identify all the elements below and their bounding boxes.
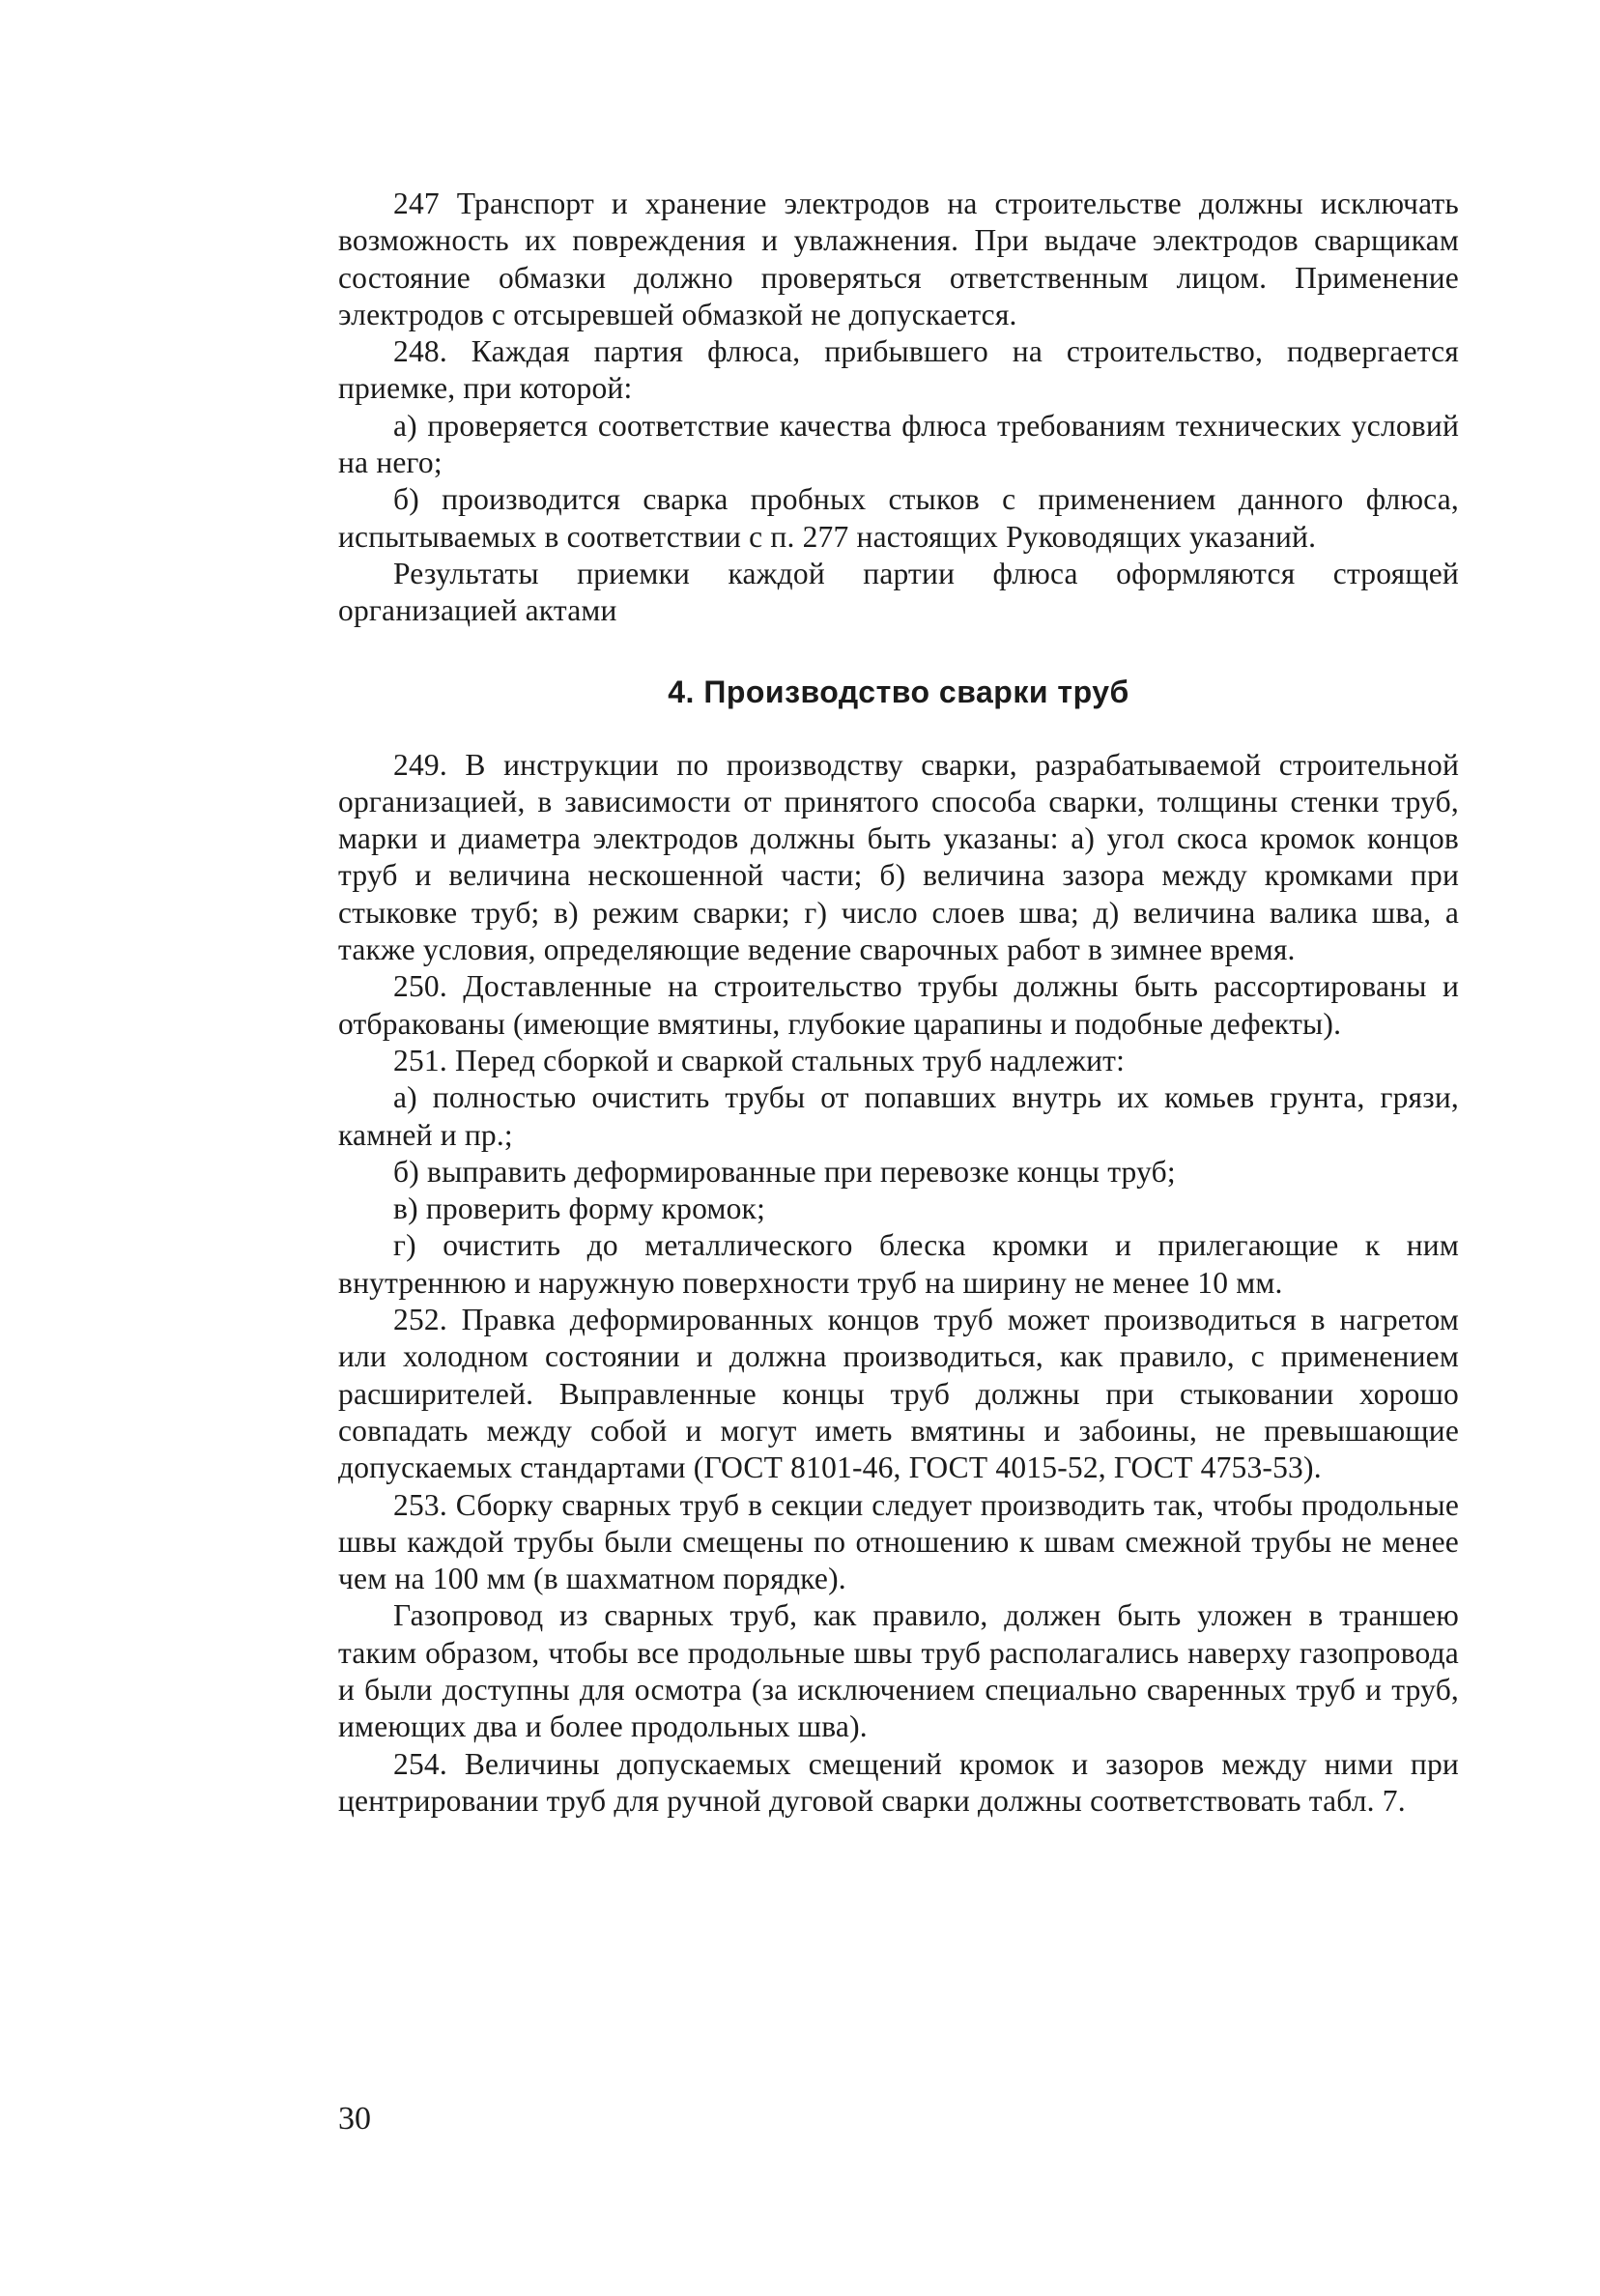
paragraph-252: 252. Правка деформированных концов труб может производиться в нагретом или холодном состоянии и должна производиться, как правило, с применением расширителей. Выправленные концы труб должны при стыковании хорошо совпадать между собой и могут иметь вмятины и забоины, не превышающие допускаемых стандартами (ГОСТ 8101-46, ГОСТ 4015-52, ГОСТ 4753-53). [338,1303,1459,1485]
paragraph-251-b: б) выправить деформированные при перевозке концы труб; [393,1154,1176,1189]
paragraph-253: 253. Сборку сварных труб в секции следует производить так, чтобы продольные швы каждой трубы были смещены по отношению к швам смежной трубы не менее чем на 100 мм (в шахматном порядке). [338,1487,1459,1596]
paragraph-248-b: б) производится сварка пробных стыков с применением данного флюса, испытываемых в соответствии с п. 277 настоящих Руководящих указаний. [338,482,1459,554]
paragraph-247: 247 Транспорт и хранение электродов на строительстве должны исключать возможность их повреждения и увлажнения. При выдаче электродов сварщикам состояние обмазки должно проверяться ответственным лицом. Применение электродов с отсыревшей обмазкой не допускается. [338,187,1459,331]
paragraph-248-results: Результаты приемки каждой партии флюса оформляются строящей организацией актами [338,556,1459,628]
section-title: 4. Производство сварки труб [668,674,1129,709]
paragraph-248: 248. Каждая партия флюса, прибывшего на строительство, подвергается приемке, при которой: [338,334,1459,406]
paragraph-254: 254. Величины допускаемых смещений кромок и зазоров между ними при центрировании труб для ручной дуговой сварки должны соответствовать табл. 7. [338,1746,1459,1818]
paragraph-249: 249. В инструкции по производству сварки, разрабатываемой строительной организацией, в зависимости от принятого способа сварки, толщины стенки труб, марки и диаметра электродов должны быть указаны: а) угол скоса кромок концов труб и величина нескошенной части; б) величина зазора между кромками при стыковке труб; в) режим сварки; г) число слоев шва; д) величина валика шва, а также условия, определяющие ведение сварочных работ в зимнее время. [338,747,1459,967]
paragraph-251-v: в) проверить форму кромок; [393,1191,766,1226]
page-body [338,186,1459,1820]
paragraph-251-g: г) очистить до металлического блеска кромки и прилегающие к ним внутреннюю и наружную поверхности труб на ширину не менее 10 мм. [338,1228,1459,1300]
page-number: 30 [338,2101,371,2137]
paragraph-251: 251. Перед сборкой и сваркой стальных труб надлежит: [393,1043,1126,1077]
paragraph-251-a: а) полностью очистить трубы от попавших внутрь их комьев грунта, грязи, камней и пр.; [338,1080,1459,1152]
paragraph-253-pipeline: Газопровод из сварных труб, как правило, должен быть уложен в траншею таким образом, чтобы все продольные швы труб располагались наверху газопровода и были доступны для осмотра (за исключением специально сваренных труб и труб, имеющих два и более продольных шва). [338,1598,1459,1744]
paragraph-250: 250. Доставленные на строительство трубы должны быть рассортированы и отбракованы (имеющие вмятины, глубокие царапины и подобные дефекты). [338,969,1459,1041]
paragraph-248-a: а) проверяется соответствие качества флюса требованиям технических условий на него; [338,408,1459,480]
